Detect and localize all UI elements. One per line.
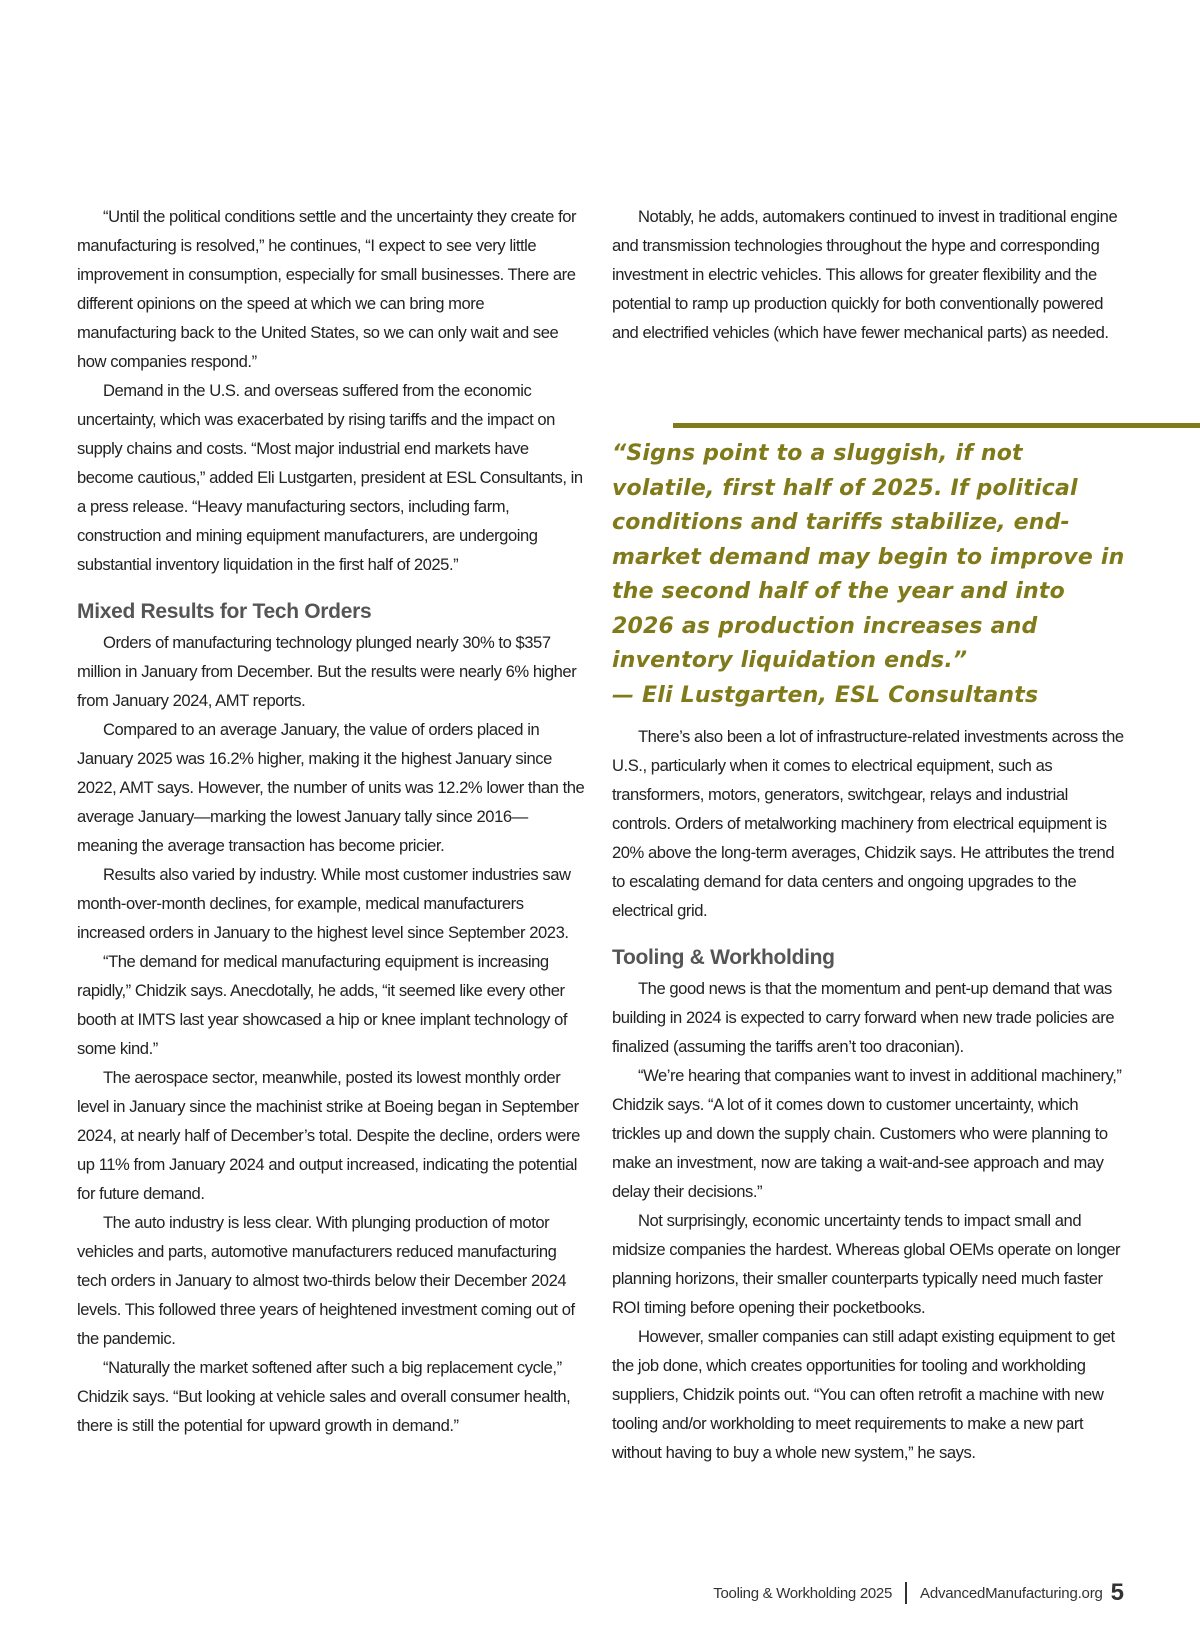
right-column-top xyxy=(612,202,1124,347)
paragraph: Compared to an average January, the value of orders placed in January 2025 was 16.2% higher, making it the highest January since 2022, AMT says. However, the number of units was 12.2% lower than the average January—marking the lowest January tally since 2016—meaning the average transaction has become pricier. xyxy=(77,720,585,855)
pull-quote-text: “Signs point to a sluggish, if not volatile, first half of 2025. If political conditions and tariffs stabilize, end-market demand may begin to improve in the second half of the year and into 2026 as production increases and inventory liquidation ends.” xyxy=(612,441,1125,673)
right-column-bottom xyxy=(612,722,1127,1467)
paragraph: Notably, he adds, automakers continued to invest in traditional engine and transmission technologies throughout the hype and corresponding investment in electric vehicles. This allows for greater flexibility and the potential to ramp up production quickly for both conventionally powered and electrified vehicles (which have fewer mechanical parts) as needed. xyxy=(612,207,1118,342)
paragraph: Results also varied by industry. While most customer industries saw month-over-month declines, for example, medical manufacturers increased orders in January to the highest level since September 2023. xyxy=(77,865,571,942)
paragraph: Not surprisingly, economic uncertainty tends to impact small and midsize companies the hardest. Whereas global OEMs operate on longer planning horizons, their smaller counterparts typically need much faster ROI timing before opening their pocketbooks. xyxy=(612,1211,1121,1317)
subheading-tooling-workholding: Tooling & Workholding xyxy=(612,946,835,969)
left-column xyxy=(77,202,587,1440)
pull-quote-attribution: — Eli Lustgarten, ESL Consultants xyxy=(612,682,1039,708)
paragraph: There’s also been a lot of infrastructure-related investments across the U.S., particularly when it comes to electrical equipment, such as transformers, motors, generators, switchgear, relays and industrial controls. Orders of metalworking machinery from electrical equipment is 20% above the long-term averages, Chidzik says. He attributes the trend to escalating demand for data centers and ongoing upgrades to the electrical grid. xyxy=(612,727,1124,920)
paragraph: “We’re hearing that companies want to invest in additional machinery,” Chidzik says. “A lot of it comes down to customer uncertainty, which trickles up and down the supply chain. Customers who were planning to make an investment, now are taking a wait-and-see approach and may delay their decisions.” xyxy=(612,1066,1122,1201)
footer-publication: Tooling & Workholding 2025 xyxy=(713,1584,893,1602)
footer-website: AdvancedManufacturing.org xyxy=(920,1584,1103,1602)
paragraph: Orders of manufacturing technology plunged nearly 30% to $357 million in January from December. But the results were nearly 6% higher from January 2024, AMT reports. xyxy=(77,633,577,710)
paragraph: However, smaller companies can still adapt existing equipment to get the job done, which creates opportunities for tooling and workholding suppliers, Chidzik points out. “You can often retrofit a machine with new tooling and/or workholding to meet requirements to make a new part without having to buy a whole new system,” he says. xyxy=(612,1327,1115,1462)
paragraph: “Until the political conditions settle and the uncertainty they create for manufacturing is resolved,” he continues, “I expect to see very little improvement in consumption, especially for small businesses. There are different opinions on the speed at which we can bring more manufacturing back to the United States, so we can only wait and see how companies respond.” xyxy=(77,207,577,371)
paragraph: The aerospace sector, meanwhile, posted its lowest monthly order level in January since the machinist strike at Boeing began in September 2024, at nearly half of December’s total. Despite the decline, orders were up 11% from January 2024 and output increased, indicating the potential for future demand. xyxy=(77,1068,580,1203)
paragraph: “The demand for medical manufacturing equipment is increasing rapidly,” Chidzik says. Anecdotally, he adds, “it seemed like every other booth at IMTS last year showcased a hip or knee implant technology of some kind.” xyxy=(77,952,568,1058)
page-footer xyxy=(713,1579,1124,1607)
pull-quote xyxy=(612,437,1132,713)
paragraph: The auto industry is less clear. With plunging production of motor vehicles and parts, automotive manufacturers reduced manufacturing tech orders in January to almost two-thirds below their December 2024 levels. This followed three years of heightened investment coming out of the pandemic. xyxy=(77,1213,575,1348)
pull-quote-rule xyxy=(673,423,1200,428)
subheading-tech-orders: Mixed Results for Tech Orders xyxy=(77,600,372,623)
paragraph: “Naturally the market softened after such a big replacement cycle,” Chidzik says. “But looking at vehicle sales and overall consumer health, there is still the potential for upward growth in demand.” xyxy=(77,1358,571,1435)
footer-divider xyxy=(905,1582,907,1604)
paragraph: The good news is that the momentum and pent-up demand that was building in 2024 is expected to carry forward when new trade policies are finalized (assuming the tariffs aren’t too draconian). xyxy=(612,979,1115,1056)
paragraph: Demand in the U.S. and overseas suffered from the economic uncertainty, which was exacerbated by rising tariffs and the impact on supply chains and costs. “Most major industrial end markets have become cautious,” added Eli Lustgarten, president at ESL Consultants, in a press release. “Heavy manufacturing sectors, including farm, construction and mining equipment manufacturers, are undergoing substantial inventory liquidation in the first half of 2025.” xyxy=(77,381,583,574)
page-number: 5 xyxy=(1110,1579,1124,1606)
